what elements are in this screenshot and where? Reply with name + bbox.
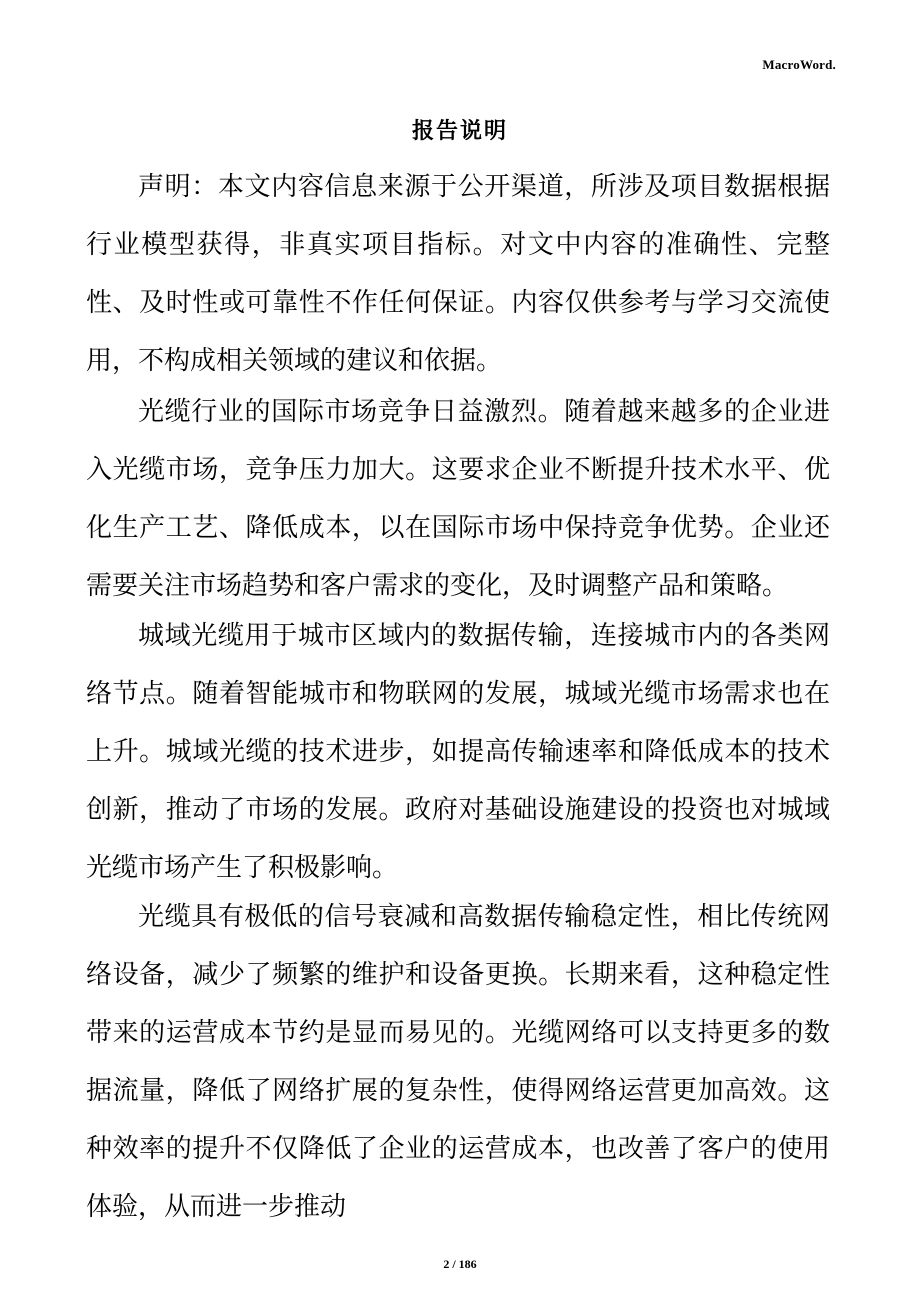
header-brand: MacroWord. <box>762 57 836 72</box>
paragraph-competition: 光缆行业的国际市场竞争日益激烈。随着越来越多的企业进入光缆市场，竞争压力加大。这要求企业不断提升技术水平、优化生产工艺、降低成本，以在国际市场中保持竞争优势。企业还需要关注市场趋势和客户需求的变化，及时调整产品和策略。 <box>86 397 830 601</box>
page-title: 报告说明 <box>411 119 508 144</box>
paragraph-metro-cable: 城域光缆用于城市区域内的数据传输，连接城市内的各类网络节点。随着智能城市和物联网的发展，城域光缆市场需求也在上升。城域光缆的技术进步，如提高传输速率和降低成本的技术创新，推动了市场的发展。政府对基础设施建设的投资也对城域光缆市场产生了积极影响。 <box>86 621 830 883</box>
page-number: 2 / 186 <box>443 1257 477 1271</box>
paragraph-cost-benefit: 光缆具有极低的信号衰减和高数据传输稳定性，相比传统网络设备，减少了频繁的维护和设备更换。长期来看，这种稳定性带来的运营成本节约是显而易见的。光缆网络可以支持更多的数据流量，降低了网络扩展的复杂性，使得网络运营更加高效。这种效率的提升不仅降低了企业的运营成本，也改善了客户的使用体验，从而进一步推动 <box>86 902 830 1222</box>
paragraph-disclaimer: 声明：本文内容信息来源于公开渠道，所涉及项目数据根据行业模型获得，非真实项目指标。对文中内容的准确性、完整性、及时性或可靠性不作任何保证。内容仅供参考与学习交流使用，不构成相关领域的建议和依据。 <box>86 172 830 376</box>
